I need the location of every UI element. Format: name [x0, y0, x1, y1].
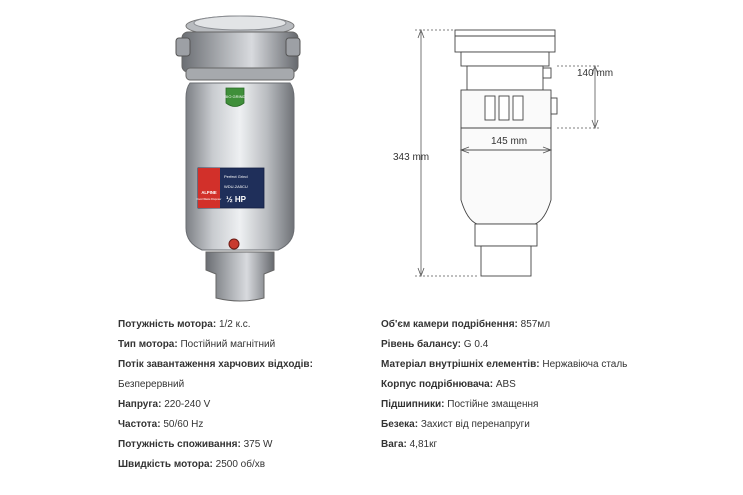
spec-motor-speed: Швидкість мотора: 2500 об/хв — [118, 459, 266, 470]
spec-voltage: Напруга: 220-240 V — [118, 399, 211, 410]
technical-drawing — [385, 10, 625, 300]
svg-text:BIO GRIND: BIO GRIND — [224, 94, 246, 99]
svg-text:Food Waste Disposer: Food Waste Disposer — [196, 198, 222, 201]
spec-weight: Вага: 4,81кг — [381, 439, 438, 450]
svg-text:Perfect Grind: Perfect Grind — [224, 174, 248, 179]
spec-motor-power: Потужність мотора: 1/2 к.с. — [118, 319, 251, 330]
product-image — [168, 8, 308, 308]
specs-right-column — [381, 315, 681, 455]
spec-bearings: Підшипники: Постійне змащення — [381, 399, 539, 410]
spec-feed-type: Потік завантаження харчових відходів: — [118, 359, 313, 370]
spec-motor-type: Тип мотора: Постійний магнітний — [118, 339, 276, 350]
spec-housing: Корпус подрібнювача: ABS — [381, 379, 516, 390]
spec-internal-material: Матеріал внутрішніх елементів: Нержавіюча сталь — [381, 359, 628, 370]
svg-text:ALPINE: ALPINE — [201, 190, 217, 195]
svg-text:WDU-2A5CU: WDU-2A5CU — [224, 184, 248, 189]
spec-balance-level: Рівень балансу: G 0.4 — [381, 339, 489, 350]
specs-left-column — [118, 315, 368, 475]
svg-text:½ HP: ½ HP — [226, 195, 247, 204]
dimension-height-total: 343 mm — [393, 152, 430, 163]
dimension-width-body: 145 mm — [491, 136, 528, 147]
spec-power-consumption: Потужність споживання: 375 W — [118, 439, 273, 450]
dimension-height-top: 140 mm — [577, 68, 614, 79]
spec-feed-type-value: Безперервний — [118, 379, 185, 390]
bio-grind-badge — [225, 88, 246, 107]
spec-chamber-volume: Об'єм камери подрібнення: 857мл — [381, 319, 551, 330]
product-label — [197, 168, 264, 208]
spec-safety: Безека: Захист від перенапруги — [381, 419, 530, 430]
spec-frequency: Частота: 50/60 Hz — [118, 419, 204, 430]
